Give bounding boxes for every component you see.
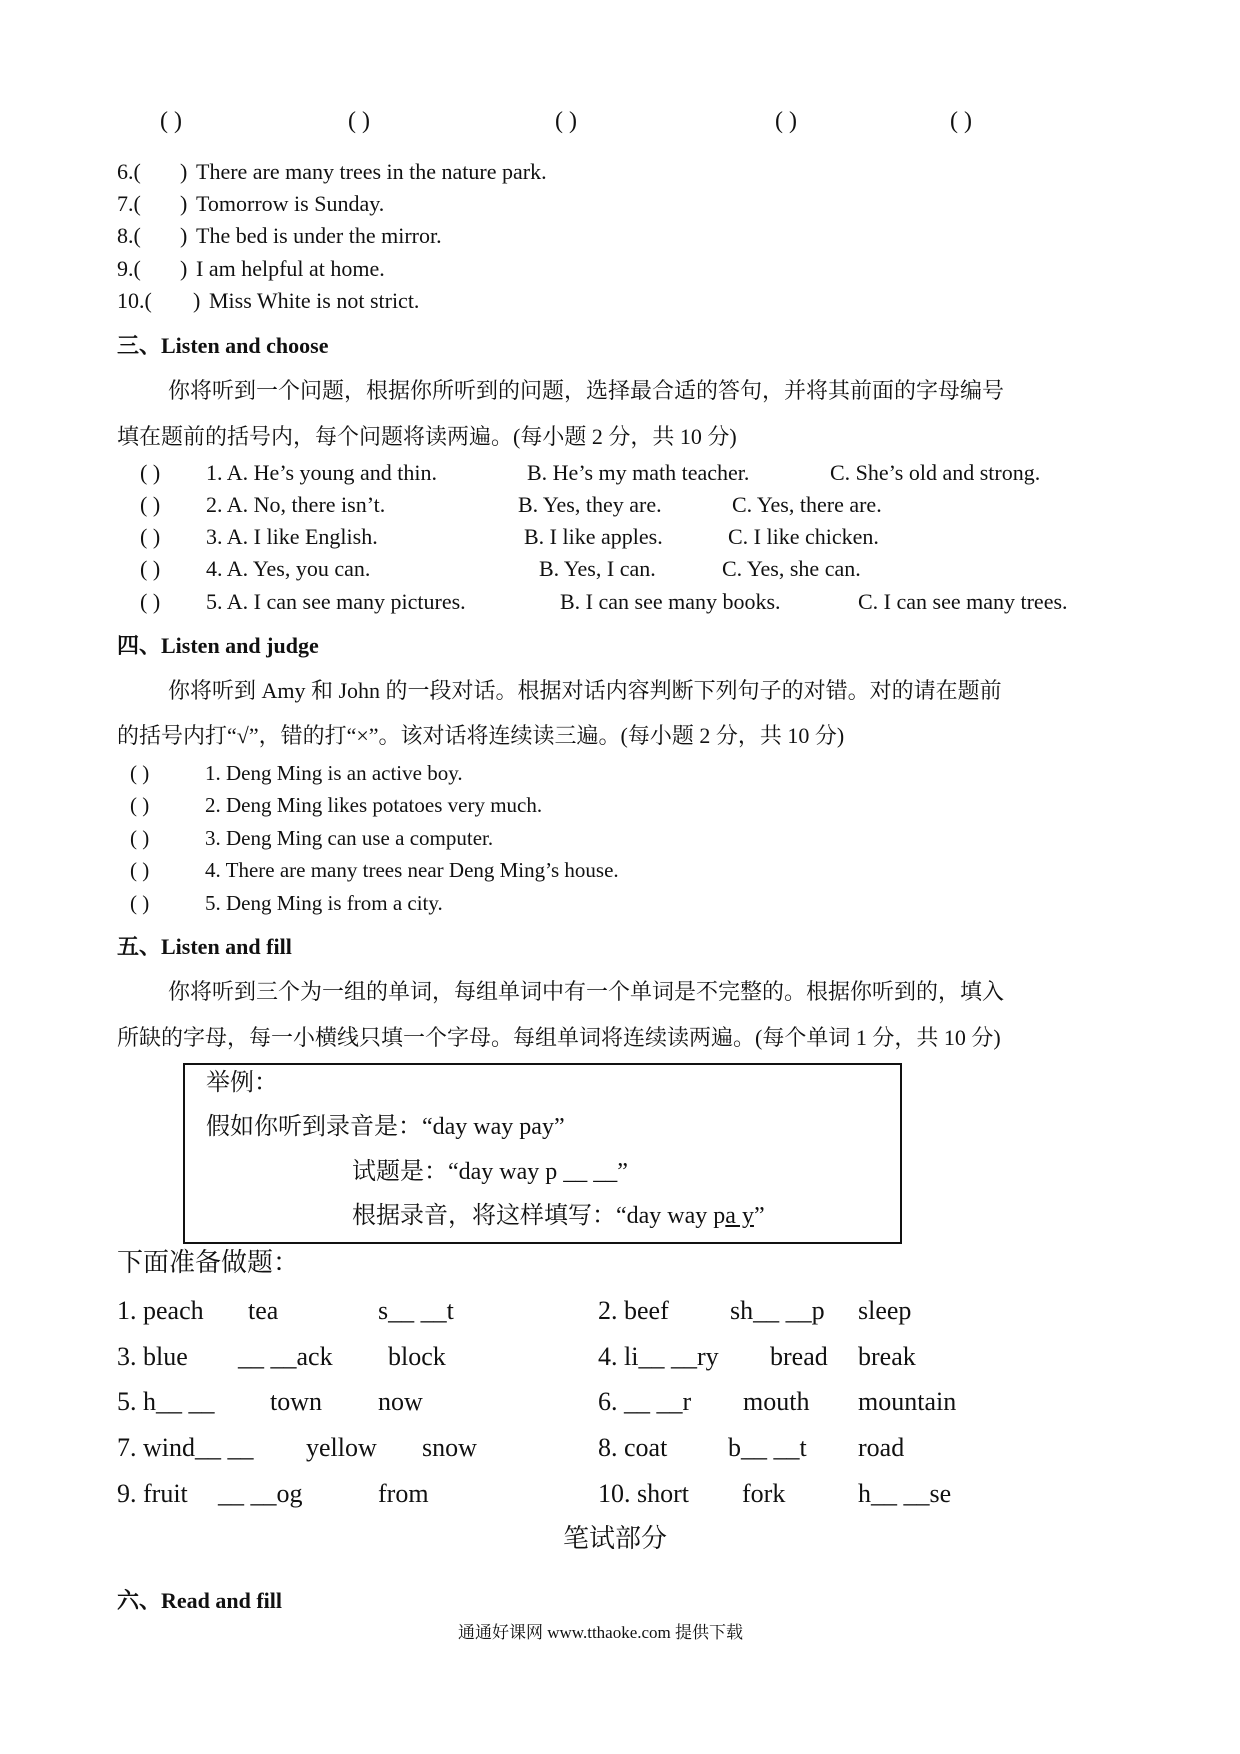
bracket-close: ) [180, 256, 188, 281]
answer-bracket[interactable]: ( ) [140, 589, 161, 614]
item-text: Miss White is not strict. [209, 288, 420, 313]
item-text: I am helpful at home. [196, 256, 385, 281]
item-text: Tomorrow is Sunday. [196, 191, 385, 216]
list-item [0, 588, 1240, 616]
item-text: 5. Deng Ming is from a city. [205, 891, 443, 915]
option-a: 5. A. I can see many pictures. [206, 589, 466, 614]
part-title: 笔试部分 [563, 1524, 668, 1553]
word: 9. fruit [117, 1479, 188, 1508]
list-item [0, 255, 1240, 283]
list-item [0, 760, 1240, 788]
fill-blank-word[interactable]: sh__ __p [730, 1296, 825, 1325]
option-c: C. I like chicken. [728, 524, 879, 549]
item-text: The bed is under the mirror. [196, 223, 442, 248]
list-item [0, 491, 1240, 519]
word: road [858, 1433, 905, 1462]
instruction-line: 所缺的字母，每一小横线只填一个字母。每组单词将连续读两遍。(每个单词 1 分，共 10 分) [117, 1025, 1001, 1050]
item-text: There are many trees in the nature park. [196, 159, 547, 184]
item-text: 2. Deng Ming likes potatoes very much. [205, 793, 543, 817]
answer-bracket[interactable]: ( ) [130, 858, 150, 882]
item-number[interactable]: 7.( [117, 191, 141, 216]
option-a: 4. A. Yes, you can. [206, 556, 371, 581]
instruction-line: 填在题前的括号内，每个问题将读两遍。(每小题 2 分，共 10 分) [117, 424, 737, 449]
fill-row [0, 1432, 1240, 1460]
example-label: 举例： [206, 1070, 278, 1096]
instruction-line: 你将听到一个问题，根据你所听到的问题，选择最合适的答句，并将其前面的字母编号 [168, 378, 1005, 403]
answer-bracket[interactable]: ( ) [950, 108, 972, 134]
bracket-close: ) [180, 191, 188, 216]
answer-bracket[interactable]: ( ) [140, 492, 161, 517]
answer-bracket[interactable]: ( ) [555, 108, 577, 134]
bracket-close: ) [193, 288, 201, 313]
fill-blank-word[interactable]: 6. __ __r [598, 1387, 692, 1416]
fill-row [0, 1386, 1240, 1414]
list-item [0, 222, 1240, 250]
item-text: 3. Deng Ming can use a computer. [205, 826, 494, 850]
item-text: 4. There are many trees near Deng Ming’s house. [205, 858, 619, 882]
list-item [0, 158, 1240, 186]
fill-row [0, 1478, 1240, 1506]
word: sleep [858, 1296, 912, 1325]
answer-bracket[interactable]: ( ) [140, 460, 161, 485]
instruction-line: 你将听到三个为一组的单词，每组单词中有一个单词是不完整的。根据你听到的，填入 [168, 979, 1005, 1004]
page-footer: 通通好课网 www.tthaoke.com 提供下载 [458, 1623, 744, 1642]
option-b: B. I like apples. [524, 524, 663, 549]
list-item [0, 792, 1240, 820]
fill-blank-word[interactable]: h__ __se [858, 1479, 952, 1508]
section-heading: 六、Read and fill [117, 1588, 283, 1613]
section-heading: 四、Listen and judge [117, 633, 319, 658]
instruction-line: 的括号内打“√”，错的打“×”。该对话将连续读三遍。(每小题 2 分，共 10 分) [117, 723, 845, 748]
example-answer-line [352, 1201, 765, 1231]
option-b: B. Yes, I can. [539, 556, 656, 581]
answer-bracket[interactable]: ( ) [130, 826, 150, 850]
list-item [0, 857, 1240, 885]
list-item [0, 287, 1240, 315]
word: 3. blue [117, 1342, 188, 1371]
list-item [0, 523, 1240, 551]
word: mouth [743, 1387, 810, 1416]
section-heading: 五、Listen and fill [117, 934, 292, 959]
option-b: B. He’s my math teacher. [527, 460, 750, 485]
word: block [388, 1342, 446, 1371]
fill-blank-word[interactable]: __ __og [218, 1479, 303, 1508]
word: tea [248, 1296, 279, 1325]
word: break [858, 1342, 916, 1371]
option-c: C. She’s old and strong. [830, 460, 1041, 485]
answer-bracket[interactable]: ( ) [140, 556, 161, 581]
word: yellow [306, 1433, 377, 1462]
answer-bracket[interactable]: ( ) [775, 108, 797, 134]
fill-blank-word[interactable]: b__ __t [728, 1433, 807, 1462]
list-item [0, 825, 1240, 853]
option-c: C. Yes, there are. [732, 492, 882, 517]
option-b: B. Yes, they are. [518, 492, 662, 517]
answer-bracket[interactable]: ( ) [140, 524, 161, 549]
word: fork [742, 1479, 786, 1508]
bracket-close: ) [180, 223, 188, 248]
fill-blank-word[interactable]: __ __ack [238, 1342, 333, 1371]
option-a: 3. A. I like English. [206, 524, 378, 549]
list-item [0, 890, 1240, 918]
option-c: C. I can see many trees. [858, 589, 1068, 614]
fill-row [0, 1295, 1240, 1323]
list-item [0, 190, 1240, 218]
word: snow [422, 1433, 477, 1462]
word: 8. coat [598, 1433, 668, 1462]
example-line-prefix: 根据录音，将这样填写：“day way p [352, 1203, 726, 1229]
answer-bracket[interactable]: ( ) [348, 108, 370, 134]
word: 1. peach [117, 1296, 204, 1325]
answer-bracket[interactable]: ( ) [130, 891, 150, 915]
fill-row [0, 1341, 1240, 1369]
word: 2. beef [598, 1296, 669, 1325]
word: 10. short [598, 1479, 689, 1508]
item-number[interactable]: 10.( [117, 288, 152, 313]
list-item [0, 459, 1240, 487]
word: from [378, 1479, 429, 1508]
example-line: 试题是：“day way p __ __” [352, 1159, 628, 1185]
answer-bracket[interactable]: ( ) [130, 761, 150, 785]
section-heading: 三、Listen and choose [117, 333, 329, 358]
fill-blank-word[interactable]: 5. h__ __ [117, 1387, 215, 1416]
instruction-line: 你将听到 Amy 和 John 的一段对话。根据对话内容判断下列句子的对错。对的请在题前 [168, 678, 1002, 703]
fill-blank-word[interactable]: 7. wind__ __ [117, 1433, 254, 1462]
option-b: B. I can see many books. [560, 589, 781, 614]
word: now [378, 1387, 423, 1416]
list-item [0, 555, 1240, 583]
exercise-prompt: 下面准备做题： [117, 1248, 300, 1277]
example-line-suffix: ” [753, 1203, 765, 1229]
item-number[interactable]: 9.( [117, 256, 141, 281]
word: town [270, 1387, 322, 1416]
example-line: 假如你听到录音是：“day way pay” [206, 1114, 565, 1140]
option-a: 2. A. No, there isn’t. [206, 492, 386, 517]
word: mountain [858, 1387, 957, 1416]
item-number[interactable]: 8.( [117, 223, 141, 248]
answer-bracket[interactable]: ( ) [130, 793, 150, 817]
item-text: 1. Deng Ming is an active boy. [205, 761, 463, 785]
item-number[interactable]: 6.( [117, 159, 141, 184]
answer-bracket[interactable]: ( ) [160, 108, 182, 134]
option-c: C. Yes, she can. [722, 556, 861, 581]
fill-blank-word[interactable]: 4. li__ __ry [598, 1342, 719, 1371]
word: bread [770, 1342, 828, 1371]
fill-blank-word[interactable]: s__ __t [378, 1296, 454, 1325]
bracket-close: ) [180, 159, 188, 184]
option-a: 1. A. He’s young and thin. [206, 460, 437, 485]
example-answer: a y [725, 1203, 754, 1229]
